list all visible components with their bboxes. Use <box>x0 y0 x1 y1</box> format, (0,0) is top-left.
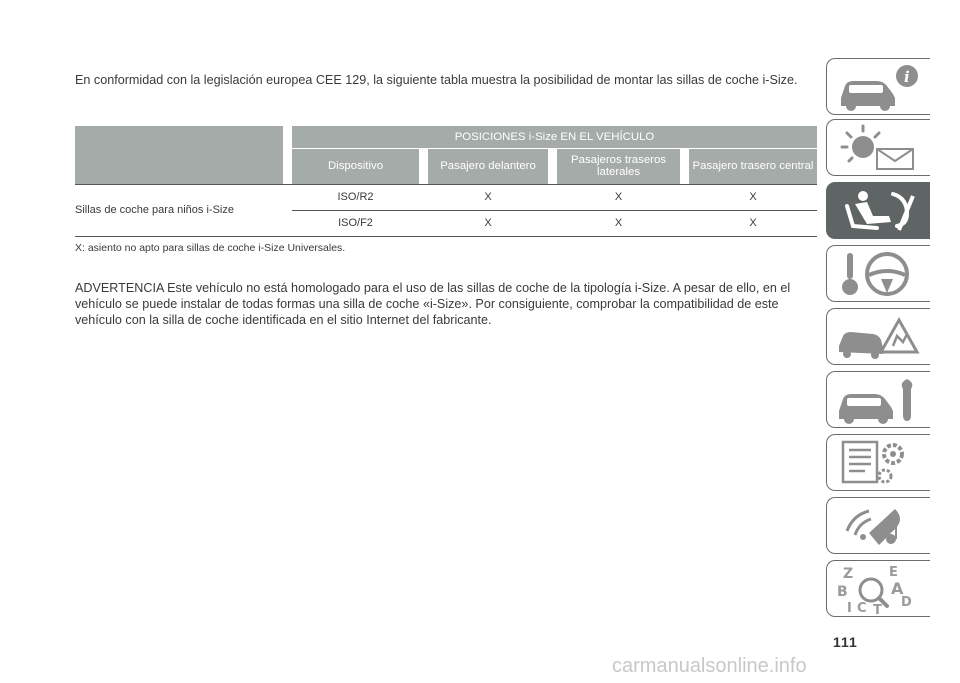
table-group-header: POSICIONES i-Size EN EL VEHÍCULO <box>292 126 817 148</box>
tab-maintenance[interactable] <box>826 371 930 428</box>
cell-device: ISO/R2 <box>292 184 419 210</box>
car-info-icon <box>833 62 925 112</box>
index-letter: D <box>901 595 912 610</box>
table-row <box>75 184 817 210</box>
cell-front: X <box>428 184 548 210</box>
column-header-rear-side-passengers: Pasajeros traseros laterales <box>557 148 680 184</box>
index-letter: A <box>891 579 904 598</box>
warning-lights-message-icon <box>833 123 925 173</box>
index-letter: I <box>847 601 852 614</box>
column-header-front-passenger: Pasajero delantero <box>428 148 548 184</box>
index-letter: T <box>873 603 882 614</box>
tab-safety[interactable] <box>826 182 930 239</box>
cell-rear-center: X <box>689 184 817 210</box>
car-maintenance-icon <box>833 375 925 425</box>
car-accident-icon <box>833 312 925 362</box>
cell-device: ISO/F2 <box>292 210 419 236</box>
tab-multimedia[interactable] <box>826 497 930 554</box>
index-letter: B <box>837 584 848 600</box>
tab-warning-lights[interactable] <box>826 119 930 176</box>
seat-airbag-icon <box>833 186 925 236</box>
tab-technical-data[interactable] <box>826 434 930 491</box>
warning-paragraph: ADVERTENCIA Este vehículo no está homologado para el uso de las sillas de coche de la tipología i-Size. A pesar de ello, en el vehículo se puede instalar de todas formas una silla de coche «i-Size». Por consiguiente, comprobar la compatibilidad de este vehículo con la silla de coche identificada en el sitio Internet del fabricante. <box>75 281 791 327</box>
column-header-device: Dispositivo <box>292 148 419 184</box>
watermark: carmanualsonline.info <box>612 655 807 677</box>
table-footnote: X: asiento no apto para sillas de coche i-Size Universales. <box>75 242 346 254</box>
key-steering-wheel-icon <box>833 249 925 299</box>
cell-rear-side: X <box>557 210 680 236</box>
tab-emergency[interactable] <box>826 308 930 365</box>
column-header-rear-center-passenger: Pasajero trasero central <box>689 148 817 184</box>
tab-car-info[interactable] <box>826 58 930 115</box>
cell-front: X <box>428 210 548 236</box>
index-letter: E <box>889 565 898 580</box>
cell-rear-side: X <box>557 184 680 210</box>
tab-starting-driving[interactable] <box>826 245 930 302</box>
multimedia-music-icon <box>833 501 925 551</box>
table-corner-cell <box>75 126 283 184</box>
cell-rear-center: X <box>689 210 817 236</box>
intro-paragraph: En conformidad con la legislación europea CEE 129, la siguiente tabla muestra la posibilidad de montar las sillas de coche i-Size. <box>75 73 798 87</box>
tab-index[interactable] <box>826 560 930 617</box>
index-letter: Z <box>843 566 854 582</box>
specifications-gear-icon <box>833 438 925 488</box>
page-number: 111 <box>833 634 858 650</box>
isize-positions-table <box>75 126 817 237</box>
row-label: Sillas de coche para niños i-Size <box>75 184 283 236</box>
svg-text:i: i <box>904 68 910 86</box>
index-letter: C <box>857 601 867 614</box>
alphabetical-index-icon <box>833 564 925 614</box>
